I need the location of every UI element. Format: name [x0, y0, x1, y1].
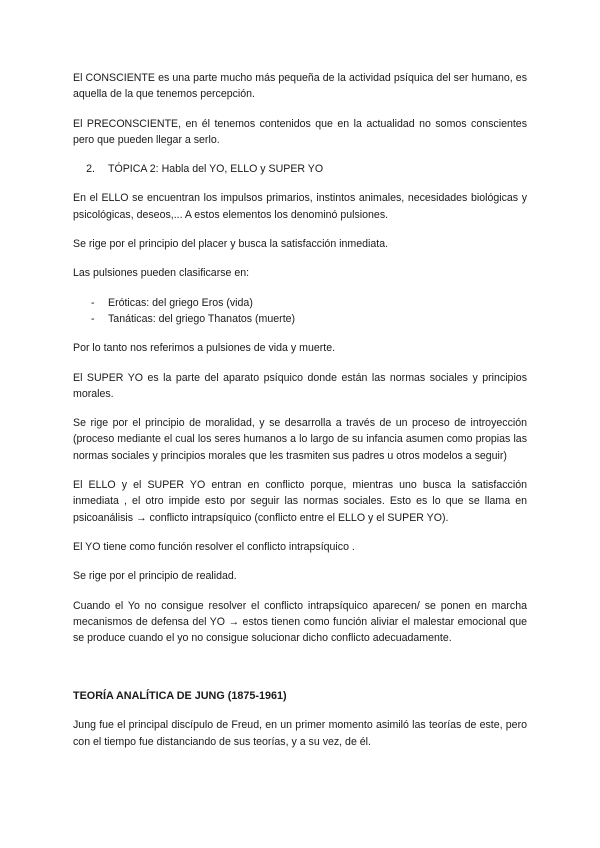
paragraph-preconsciente: El PRECONSCIENTE, en él tenemos contenidos que en la actualidad no somos conscientes pero que pueden llegar a serlo.: [73, 117, 527, 146]
document-page: [73, 70, 527, 763]
paragraph-yo-funcion: El YO tiene como función resolver el conflicto intrapsíquico .: [73, 540, 355, 553]
list-number: 2.: [86, 163, 95, 176]
paragraph-clasificacion: Las pulsiones pueden clasificarse en:: [73, 267, 250, 280]
numbered-item-topica: [73, 161, 527, 177]
paragraph-jung: Jung fue el principal discípulo de Freud, en un primer momento asimiló las teorías de este, pero con el tiempo fue distanciando de sus teorías, y a su vez, de él.: [73, 719, 527, 748]
paragraph-vida-muerte: Por lo tanto nos referimos a pulsiones de vida y muerte.: [73, 342, 336, 355]
pulsiones-list: [73, 295, 527, 328]
paragraph-moralidad: Se rige por el principio de moralidad, y se desarrolla a través de un proceso de introyección (proceso mediante el cual los seres humanos a lo largo de su infancia asumen como propias las normas sociales y principios morales que les trasmiten sus padres u otros modelos a seguir): [73, 417, 527, 462]
dash-bullet: -: [91, 312, 95, 325]
paragraph-mecanismos-defensa: Cuando el Yo no consigue resolver el conflicto intrapsíquico aparecen/ se ponen en marcha mecanismos de defensa del YO → estos tienen como función aliviar el malestar emocional que se produce cuando el yo no consigue solucionar dicho conflicto adecuadamente.: [73, 599, 527, 645]
section-heading-jung: TEORÍA ANALÍTICA DE JUNG (1875-1961): [73, 690, 287, 703]
list-item-text: TÓPICA 2: Habla del YO, ELLO y SUPER YO: [108, 163, 324, 176]
list-item: [73, 295, 527, 311]
list-item-text: Eróticas: del griego Eros (vida): [108, 296, 253, 309]
paragraph-super-yo: El SUPER YO es la parte del aparato psíquico donde están las normas sociales y principios morales.: [73, 371, 527, 400]
dash-bullet: -: [91, 296, 95, 309]
paragraph-consciente: El CONSCIENTE es una parte mucho más pequeña de la actividad psíquica del ser humano, es aquella de la que tenemos percepción.: [73, 72, 527, 101]
list-item-text: Tanáticas: del griego Thanatos (muerte): [108, 312, 296, 325]
paragraph-conflicto: El ELLO y el SUPER YO entran en conflicto porque, mientras uno busca la satisfacción inmediata , el otro impide esto por seguir las normas sociales. Esto es lo que se llama en psicoanálisis → conflicto intrapsíquico (conflicto entre el ELLO y el SUPER YO).: [73, 479, 527, 524]
paragraph-ello: En el ELLO se encuentran los impulsos primarios, instintos animales, necesidades biológicas y psicológicas, deseos,... A estos elementos los denominó pulsiones.: [73, 192, 527, 221]
paragraph-principio-realidad: Se rige por el principio de realidad.: [73, 570, 237, 583]
paragraph-principio-placer: Se rige por el principio del placer y busca la satisfacción inmediata.: [73, 238, 389, 251]
list-item: [73, 311, 527, 327]
